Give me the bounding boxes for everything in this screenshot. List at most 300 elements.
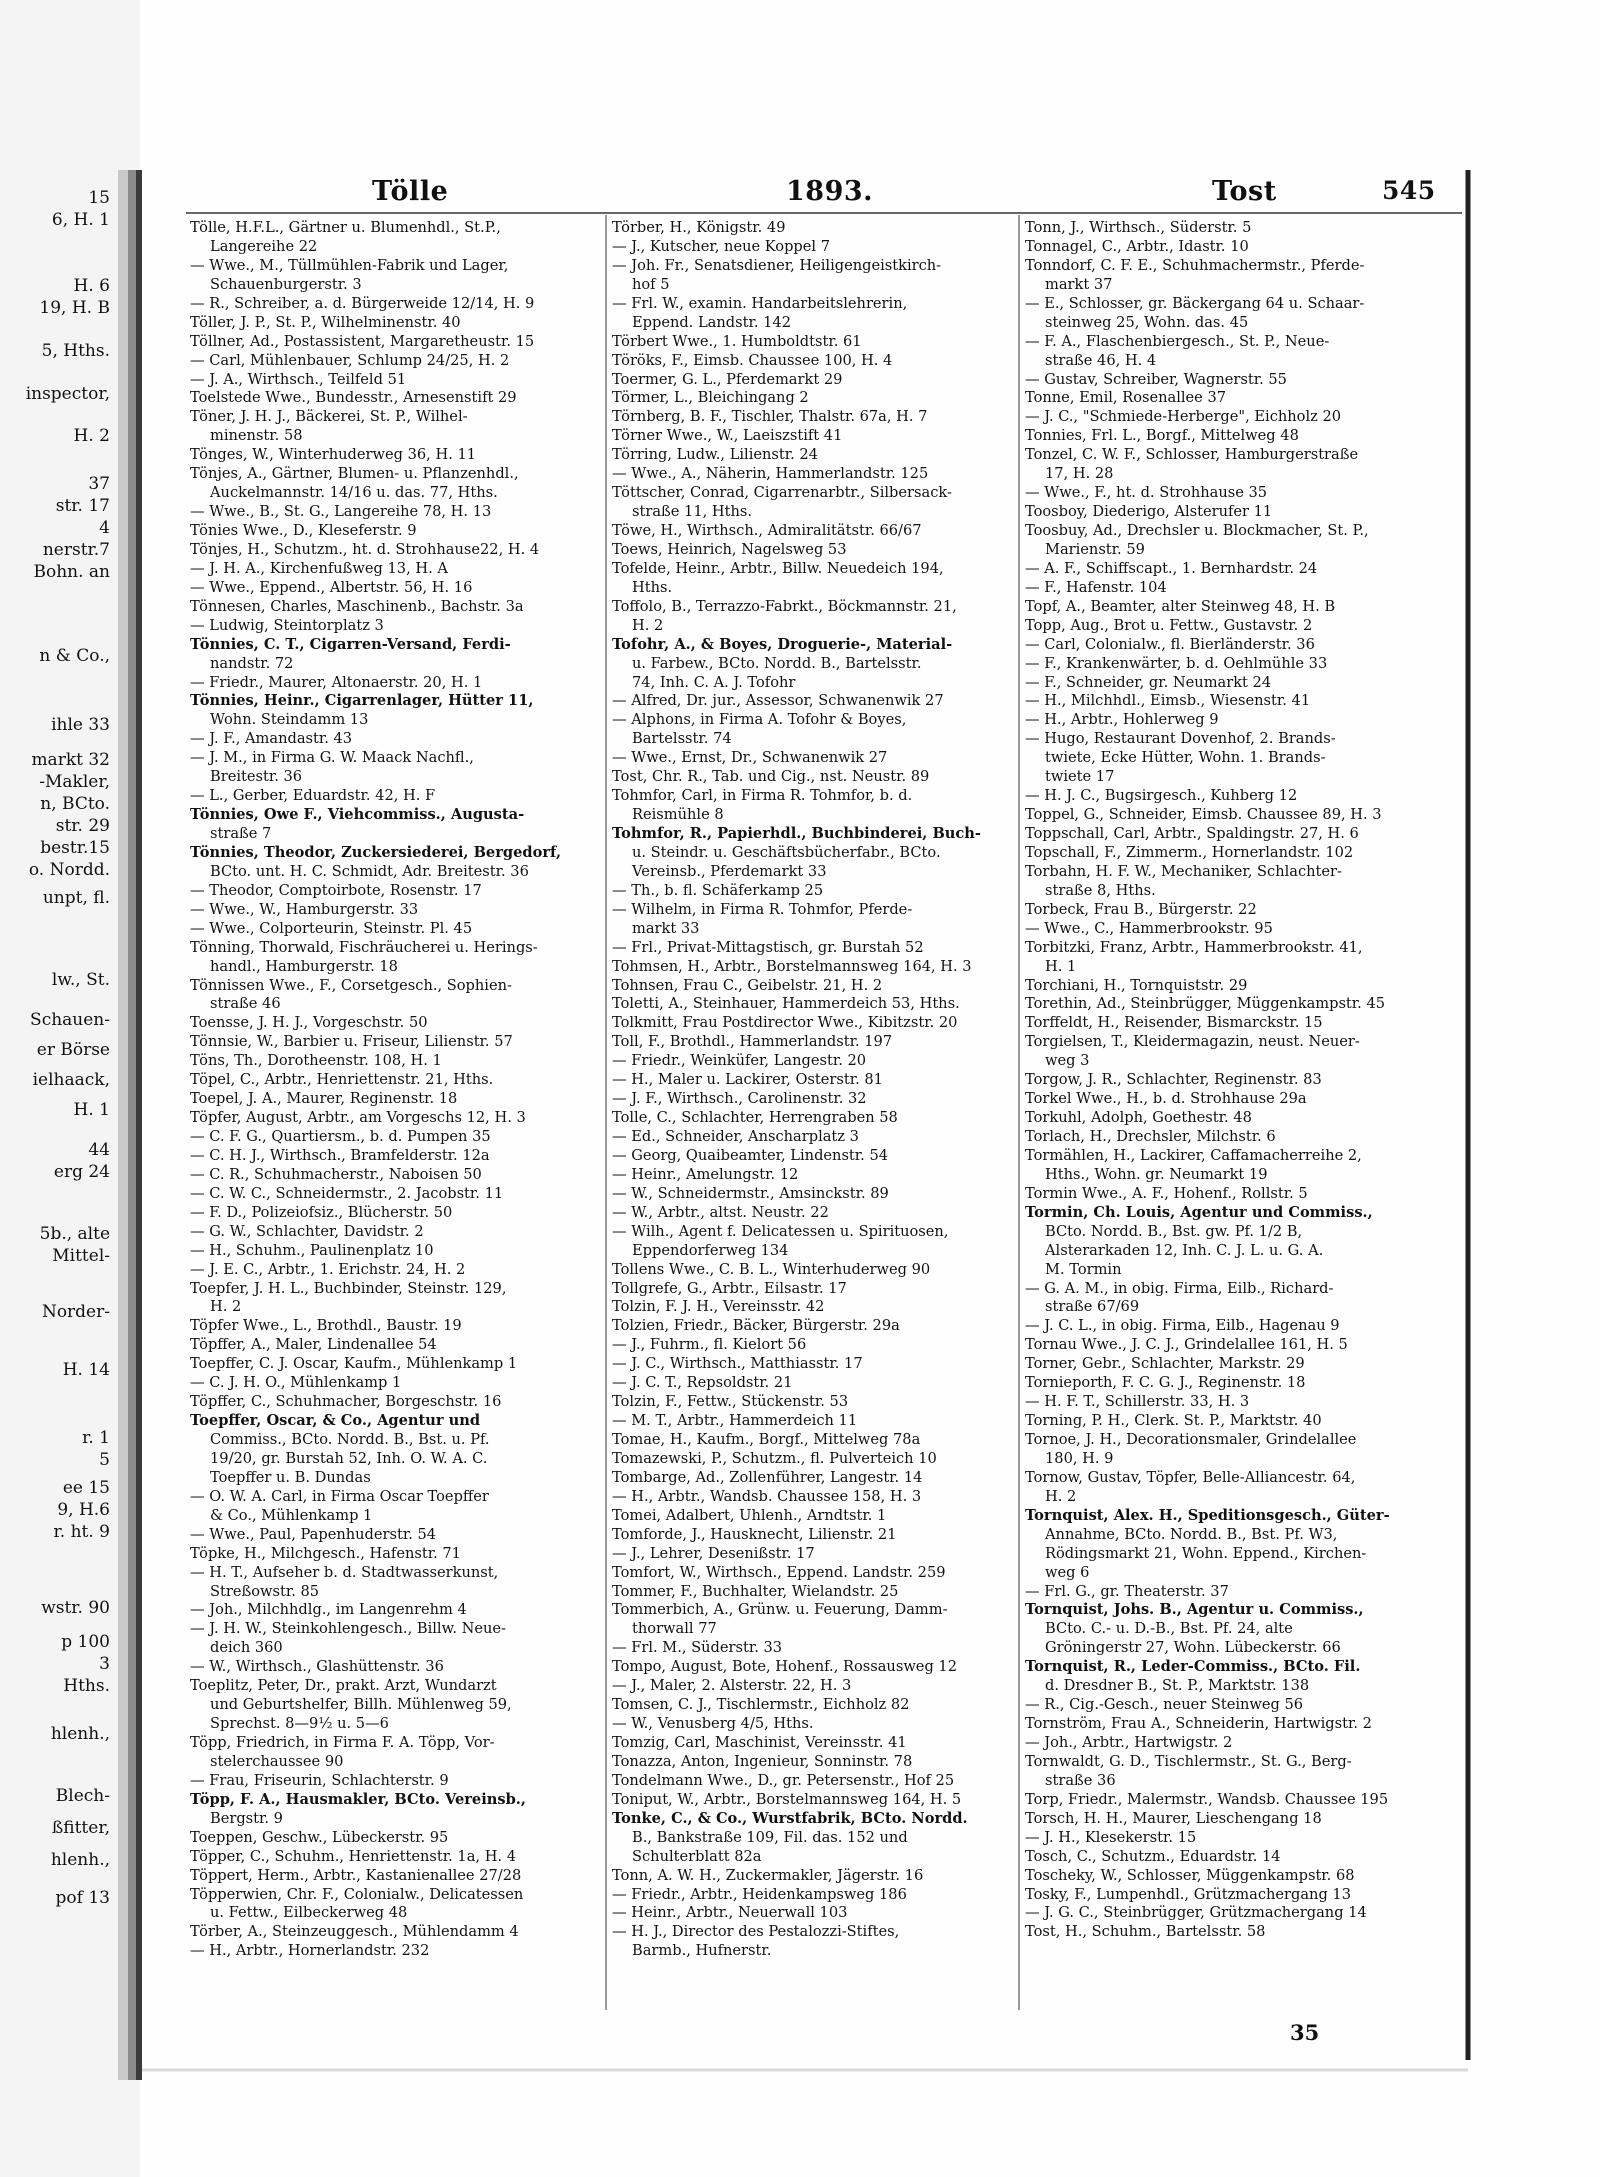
- directory-entry-line: Tönning, Thorwald, Fischräucherei u. Herings-: [190, 938, 538, 956]
- directory-entry-line: Tondelmann Wwe., D., gr. Petersenstr., Hof 25: [612, 1771, 955, 1789]
- directory-entry-line: Schulterblatt 82a: [632, 1847, 762, 1865]
- directory-entry-line: Töpke, H., Milchgesch., Hafenstr. 71: [190, 1544, 461, 1562]
- directory-entry-line: Torlach, H., Drechsler, Milchstr. 6: [1025, 1128, 1276, 1145]
- directory-entry-line: — Wwe., C., Hammerbrookstr. 95: [1025, 919, 1273, 937]
- directory-entry-line: — Wwe., B., St. G., Langereihe 78, H. 13: [190, 503, 492, 521]
- directory-entry-line: — Wwe., Eppend., Albertstr. 56, H. 16: [190, 578, 473, 596]
- directory-entry-line: — Friedr., Arbtr., Heidenkampsweg 186: [612, 1885, 907, 1903]
- directory-entry-line: — J., Kutscher, neue Koppel 7: [612, 237, 830, 255]
- left-page-fragment: Bohn. an: [33, 562, 110, 582]
- directory-entry-line: thorwall 77: [632, 1620, 717, 1638]
- directory-entry-line: u. Steindr. u. Geschäftsbücherfabr., BCto.: [632, 843, 941, 861]
- directory-entry-line: — F., Hafenstr. 104: [1025, 578, 1167, 596]
- left-page-fragment: Schauen-: [30, 1010, 110, 1030]
- directory-entry-line: markt 33: [632, 919, 700, 937]
- directory-entry-line: Tonnagel, C., Arbtr., Idastr. 10: [1025, 237, 1249, 255]
- directory-entry-line: — J. H. A., Kirchenfußweg 13, H. A: [190, 559, 448, 577]
- left-page-fragment: 5, Hths.: [41, 341, 110, 361]
- directory-entry-line: Toelstede Wwe., Bundesstr., Arnesenstift 29: [190, 389, 517, 407]
- directory-entry-line: Tönnsie, W., Barbier u. Friseur, Lilienstr. 57: [190, 1033, 513, 1051]
- directory-entry-line: Torgow, J. R., Schlachter, Reginenstr. 83: [1025, 1071, 1322, 1089]
- directory-entry-line: Tonn, J., Wirthsch., Süderstr. 5: [1025, 219, 1252, 236]
- directory-entry-line: Töpffer, C., Schuhmacher, Borgeschstr. 16: [190, 1393, 502, 1411]
- directory-entry-line: — W., Arbtr., altst. Neustr. 22: [612, 1203, 829, 1221]
- directory-entry-line: — Carl, Mühlenbauer, Schlump 24/25, H. 2: [190, 351, 510, 369]
- directory-entry-line: — Frau, Friseurin, Schlachterstr. 9: [190, 1771, 449, 1789]
- directory-entry-line: — H., Maler u. Lackirer, Osterstr. 81: [612, 1071, 883, 1089]
- directory-entry-line: Streßowstr. 85: [210, 1582, 320, 1600]
- directory-entry-line: straße 7: [210, 825, 272, 842]
- directory-entry-line: Vereinsb., Pferdemarkt 33: [632, 862, 827, 880]
- directory-entry-line: 17, H. 28: [1045, 465, 1114, 483]
- directory-entry-line: — J., Maler, 2. Alsterstr. 22, H. 3: [612, 1677, 852, 1695]
- directory-entry-line: — Friedr., Maurer, Altonaerstr. 20, H. 1: [190, 673, 483, 691]
- directory-entry-line: Rödingsmarkt 21, Wohn. Eppend., Kirchen-: [1045, 1544, 1367, 1562]
- directory-entry-line: Langereihe 22: [210, 237, 318, 255]
- directory-entry-line: — Wwe., Ernst, Dr., Schwanenwik 27: [612, 749, 888, 767]
- directory-entry-line: — R., Schreiber, a. d. Bürgerweide 12/14, H. 9: [190, 294, 535, 312]
- directory-entry-line: — F. A., Flaschenbiergesch., St. P., Neue-: [1025, 332, 1330, 350]
- directory-entry-line: Tormin Wwe., A. F., Hohenf., Rollstr. 5: [1025, 1184, 1308, 1202]
- directory-entry-line: H. 2: [632, 616, 664, 634]
- left-page-fragment: ihle 33: [51, 715, 110, 735]
- directory-entry-line: Tofohr, A., & Boyes, Droguerie-, Material-: [612, 635, 953, 653]
- directory-entry-line: Tornwaldt, G. D., Tischlermstr., St. G., Berg-: [1025, 1752, 1352, 1770]
- directory-entry-line: Tommerbich, A., Grünw. u. Feuerung, Damm-: [612, 1601, 948, 1619]
- directory-entry-line: — F. D., Polizeiofsiz., Blücherstr. 50: [190, 1203, 453, 1221]
- directory-entry-line: Törmer, L., Bleichingang 2: [612, 389, 809, 407]
- directory-entry-line: Tompo, August, Bote, Hohenf., Rossausweg 12: [612, 1658, 957, 1676]
- left-page-fragment: H. 2: [73, 426, 110, 446]
- directory-entry-line: Reismühle 8: [632, 806, 724, 824]
- directory-entry-line: Commiss., BCto. Nordd. B., Bst. u. Pf.: [210, 1431, 490, 1448]
- directory-entry-line: — J. G. C., Steinbrügger, Grützmachergang 14: [1025, 1904, 1367, 1922]
- left-page-fragment: str. 17: [55, 496, 110, 516]
- left-page-fragment: ßfitter,: [51, 1818, 110, 1838]
- directory-entry-line: straße 36: [1045, 1771, 1116, 1789]
- directory-entry-line: — Frl. G., gr. Theaterstr. 37: [1025, 1582, 1229, 1600]
- directory-entry-line: Topschall, F., Zimmerm., Hornerlandstr. 102: [1025, 843, 1354, 861]
- directory-entry-line: Torning, P. H., Clerk. St. P., Marktstr. 40: [1025, 1412, 1322, 1430]
- directory-entry-line: Tomazewski, P., Schutzm., fl. Pulverteich 10: [612, 1449, 937, 1467]
- left-page-fragment: hlenh.,: [50, 1850, 110, 1870]
- directory-entry-line: Tornström, Frau A., Schneiderin, Hartwigstr. 2: [1025, 1715, 1372, 1733]
- directory-entry-line: — Hugo, Restaurant Dovenhof, 2. Brands-: [1025, 730, 1336, 748]
- directory-entry-line: & Co., Mühlenkamp 1: [210, 1506, 373, 1524]
- directory-entry-line: Tomae, H., Kaufm., Borgf., Mittelweg 78a: [612, 1431, 921, 1448]
- left-page-fragment: r. ht. 9: [53, 1522, 110, 1542]
- left-page-fragment: unpt, fl.: [42, 888, 110, 908]
- directory-column-2: [612, 219, 1044, 1961]
- left-page-fragment: p 100: [61, 1632, 110, 1652]
- directory-entry-line: — A. F., Schiffscapt., 1. Bernhardstr. 24: [1025, 559, 1318, 577]
- directory-entry-line: Tollens Wwe., C. B. L., Winterhuderweg 90: [612, 1260, 931, 1278]
- directory-entry-line: Tomfort, W., Wirthsch., Eppend. Landstr. 259: [612, 1563, 946, 1581]
- directory-entry-line: Tohmfor, Carl, in Firma R. Tohmfor, b. d.: [612, 787, 913, 805]
- directory-entry-line: Torbeck, Frau B., Bürgerstr. 22: [1025, 900, 1257, 918]
- directory-entry-line: Tönjes, H., Schutzm., ht. d. Strohhause22, H. 4: [190, 540, 540, 558]
- left-page-fragment: Mittel-: [52, 1246, 110, 1266]
- directory-entry-line: straße 8, Hths.: [1045, 881, 1156, 899]
- directory-entry-line: — J., Fuhrm., fl. Kielort 56: [612, 1336, 807, 1354]
- directory-entry-line: — C. J. H. O., Mühlenkamp 1: [190, 1374, 402, 1392]
- directory-entry-line: straße 67/69: [1045, 1298, 1140, 1316]
- directory-entry-line: Tost, Chr. R., Tab. und Cig., nst. Neustr. 89: [612, 768, 930, 786]
- directory-entry-line: — M. T., Arbtr., Hammerdeich 11: [612, 1412, 858, 1430]
- left-page-fragment: erg 24: [53, 1162, 110, 1182]
- directory-entry-line: Breitestr. 36: [210, 768, 303, 786]
- left-page-fragment: -Makler,: [39, 772, 110, 792]
- directory-entry-line: — F., Schneider, gr. Neumarkt 24: [1025, 673, 1272, 691]
- left-page-fragment: markt 32: [31, 750, 110, 770]
- directory-entry-line: Toppschall, Carl, Arbtr., Spaldingstr. 27, H. 6: [1025, 825, 1359, 842]
- left-page-fragment: r. 1: [82, 1428, 110, 1448]
- directory-entry-line: Torgielsen, T., Kleidermagazin, neust. Neuer-: [1025, 1033, 1360, 1051]
- left-page-fragment: 9, H.6: [57, 1500, 110, 1520]
- left-page-fragment: nerstr.7: [42, 540, 110, 560]
- directory-entry-line: Topf, A., Beamter, alter Steinweg 48, H. B: [1025, 597, 1336, 615]
- directory-entry-line: — C. W. C., Schneidermstr., 2. Jacobstr. 11: [190, 1184, 504, 1202]
- directory-entry-line: Töwe, H., Wirthsch., Admiralitätstr. 66/67: [612, 522, 922, 539]
- left-page-fragment: H. 1: [73, 1100, 110, 1120]
- directory-entry-line: — Wilhelm, in Firma R. Tohmfor, Pferde-: [612, 900, 913, 918]
- left-page-fragment: n, BCto.: [40, 794, 110, 814]
- directory-entry-line: Tonndorf, C. F. E., Schuhmachermstr., Pferde-: [1025, 256, 1365, 274]
- directory-entry-line: Barmb., Hufnerstr.: [632, 1942, 772, 1960]
- directory-entry-line: Tönnies, Heinr., Cigarrenlager, Hütter 11,: [190, 692, 534, 710]
- directory-entry-line: Tombarge, Ad., Zollenführer, Langestr. 14: [612, 1468, 923, 1486]
- directory-entry-line: Töpffer, A., Maler, Lindenallee 54: [190, 1336, 437, 1354]
- directory-entry-line: Töpel, C., Arbtr., Henriettenstr. 21, Hths.: [190, 1071, 494, 1089]
- directory-entry-line: markt 37: [1045, 275, 1113, 293]
- directory-entry-line: Töllner, Ad., Postassistent, Margaretheustr. 15: [190, 332, 535, 350]
- directory-entry-line: Toosboy, Diederigo, Alsterufer 11: [1025, 503, 1273, 521]
- directory-entry-line: Tönies Wwe., D., Kleseferstr. 9: [190, 522, 417, 539]
- directory-entry-line: nandstr. 72: [210, 654, 294, 672]
- page-number: 545: [1382, 176, 1436, 205]
- directory-entry-line: Tonn, A. W. H., Zuckermakler, Jägerstr. 16: [612, 1866, 924, 1884]
- directory-entry-line: — H., Schuhm., Paulinenplatz 10: [190, 1241, 434, 1259]
- left-page-fragment: ee 15: [62, 1478, 110, 1498]
- directory-entry-line: Toll, F., Brothdl., Hammerlandstr. 197: [612, 1033, 893, 1051]
- left-page-fragment: 3: [99, 1654, 110, 1674]
- year-heading: 1893.: [786, 176, 874, 207]
- directory-entry-line: deich 360: [210, 1639, 283, 1657]
- directory-entry-line: Toepffer, C. J. Oscar, Kaufm., Mühlenkamp 1: [190, 1355, 518, 1373]
- directory-entry-line: d. Dresdner B., St. P., Marktstr. 138: [1045, 1677, 1310, 1695]
- directory-entry-line: 180, H. 9: [1045, 1449, 1114, 1467]
- directory-entry-line: BCto. unt. H. C. Schmidt, Adr. Breitestr. 36: [210, 862, 529, 880]
- directory-entry-line: — Wwe., Paul, Papenhuderstr. 54: [190, 1525, 437, 1543]
- left-page-fragment: ielhaack,: [32, 1070, 110, 1090]
- directory-entry-line: — Wwe., A., Näherin, Hammerlandstr. 125: [612, 465, 929, 483]
- directory-entry-line: Tolle, C., Schlachter, Herrengraben 58: [612, 1109, 898, 1127]
- directory-entry-line: — J. C., Wirthsch., Matthiasstr. 17: [612, 1355, 863, 1373]
- directory-entry-line: — Frl. W., examin. Handarbeitslehrerin,: [612, 294, 908, 312]
- directory-entry-line: minenstr. 58: [210, 427, 303, 445]
- left-page-fragment: bestr.15: [40, 838, 110, 858]
- directory-entry-line: — Wwe., M., Tüllmühlen-Fabrik und Lager,: [190, 256, 509, 274]
- left-page-fragment: 6, H. 1: [51, 210, 110, 230]
- directory-entry-line: Tolkmitt, Frau Postdirector Wwe., Kibitzstr. 20: [612, 1014, 958, 1032]
- directory-entry-line: 74, Inh. C. A. J. Tofohr: [632, 673, 796, 691]
- directory-entry-line: — Heinr., Arbtr., Neuerwall 103: [612, 1904, 848, 1922]
- directory-entry-line: weg 6: [1045, 1563, 1090, 1581]
- directory-entry-line: Tomsen, C. J., Tischlermstr., Eichholz 82: [612, 1696, 910, 1714]
- directory-entry-line: Schauenburgerstr. 3: [210, 275, 362, 293]
- directory-entry-line: straße 46: [210, 995, 281, 1013]
- directory-entry-line: Tohmsen, H., Arbtr., Borstelmannsweg 164, H. 3: [612, 957, 972, 975]
- directory-entry-line: Hths., Wohn. gr. Neumarkt 19: [1045, 1165, 1268, 1183]
- directory-entry-line: H. 2: [1045, 1487, 1077, 1505]
- directory-entry-line: — Frl., Privat-Mittagstisch, gr. Burstah 52: [612, 938, 924, 956]
- left-page-fragment: hlenh.,: [50, 1724, 110, 1744]
- directory-entry-line: Tomei, Adalbert, Uhlenh., Arndtstr. 1: [612, 1506, 887, 1524]
- directory-entry-line: Tönges, W., Winterhuderweg 36, H. 11: [190, 446, 477, 464]
- left-page-fragment: str. 29: [55, 816, 110, 836]
- left-page-fragment: H. 6: [73, 276, 110, 296]
- directory-entry-line: 19/20, gr. Burstah 52, Inh. O. W. A. C.: [210, 1449, 488, 1467]
- directory-entry-line: — R., Cig.-Gesch., neuer Steinweg 56: [1025, 1696, 1304, 1714]
- directory-entry-line: Toermer, G. L., Pferdemarkt 29: [612, 370, 843, 388]
- left-page-fragment: Hths.: [63, 1676, 110, 1696]
- directory-entry-line: Tornquist, R., Leder-Commiss., BCto. Fil.: [1025, 1658, 1361, 1676]
- directory-entry-line: — Alphons, in Firma A. Tofohr & Boyes,: [612, 711, 907, 729]
- directory-entry-line: Tollgrefe, G., Arbtr., Eilsastr. 17: [612, 1279, 847, 1297]
- directory-entry-line: — Heinr., Amelungstr. 12: [612, 1165, 799, 1183]
- directory-entry-line: Tornieporth, F. C. G. J., Reginenstr. 18: [1025, 1374, 1306, 1392]
- directory-entry-line: Töttscher, Conrad, Cigarrenarbtr., Silbersack-: [612, 484, 952, 502]
- directory-entry-line: — Joh., Arbtr., Hartwigstr. 2: [1025, 1734, 1233, 1751]
- directory-entry-line: Torbahn, H. F. W., Mechaniker, Schlachter-: [1025, 862, 1342, 880]
- running-head-right: Tost: [1212, 176, 1277, 207]
- directory-entry-line: Annahme, BCto. Nordd. B., Bst. Pf. W3,: [1045, 1525, 1338, 1543]
- directory-entry-line: Torffeldt, H., Reisender, Bismarckstr. 15: [1025, 1014, 1323, 1032]
- directory-entry-line: Tofelde, Heinr., Arbtr., Billw. Neuedeich 194,: [612, 559, 944, 577]
- directory-entry-line: — J. H. W., Steinkohlengesch., Billw. Neue-: [190, 1620, 506, 1638]
- directory-entry-line: B., Bankstraße 109, Fil. das. 152 und: [632, 1828, 908, 1846]
- left-page-fragment: inspector,: [25, 384, 110, 404]
- directory-entry-line: — W., Venusberg 4/5, Hths.: [612, 1715, 814, 1733]
- directory-entry-line: — G. A. M., in obig. Firma, Eilb., Richard-: [1025, 1279, 1334, 1297]
- directory-entry-line: — H. F. T., Schillerstr. 33, H. 3: [1025, 1393, 1250, 1411]
- left-page-fragment: 37: [88, 474, 110, 494]
- directory-entry-line: Toosbuy, Ad., Drechsler u. Blockmacher, St. P.,: [1025, 522, 1369, 539]
- left-page-fragment: wstr. 90: [41, 1598, 110, 1618]
- directory-entry-line: Torchiani, H., Tornquiststr. 29: [1025, 976, 1248, 994]
- directory-entry-line: Wohn. Steindamm 13: [210, 711, 369, 729]
- directory-entry-line: Toscheky, W., Schlosser, Müggenkampstr. 68: [1025, 1866, 1355, 1884]
- left-page-fragment: er Börse: [36, 1040, 110, 1060]
- directory-entry-line: — H. J. C., Bugsirgesch., Kuhberg 12: [1025, 787, 1298, 805]
- left-page-fragment: Blech-: [55, 1786, 110, 1806]
- directory-entry-line: — W., Wirthsch., Glashüttenstr. 36: [190, 1658, 444, 1676]
- directory-entry-line: — H., Arbtr., Hohlerweg 9: [1025, 711, 1219, 729]
- directory-column-3: [1025, 219, 1460, 1942]
- directory-entry-line: Eppendorferweg 134: [632, 1241, 789, 1259]
- directory-entry-line: Toepel, J. A., Maurer, Reginenstr. 18: [190, 1090, 458, 1108]
- directory-entry-line: Toepffer, Oscar, & Co., Agentur und: [190, 1412, 481, 1430]
- directory-entry-line: Tönnies, C. T., Cigarren-Versand, Ferdi-: [190, 635, 511, 653]
- directory-entry-line: Alsterarkaden 12, Inh. C. J. L. u. G. A.: [1045, 1241, 1324, 1259]
- directory-entry-line: — Wwe., F., ht. d. Strohhause 35: [1025, 484, 1268, 502]
- left-page-fragment: Norder-: [41, 1302, 110, 1322]
- directory-entry-line: Torkuhl, Adolph, Goethestr. 48: [1025, 1109, 1252, 1127]
- directory-entry-line: Tornow, Gustav, Töpfer, Belle-Alliancestr. 64,: [1025, 1468, 1356, 1486]
- directory-entry-line: — J. E. C., Arbtr., 1. Erichstr. 24, H. 2: [190, 1260, 466, 1278]
- directory-entry-line: — Ed., Schneider, Anscharplatz 3: [612, 1128, 859, 1145]
- directory-entry-line: u. Fettw., Eilbeckerweg 48: [210, 1904, 408, 1922]
- directory-entry-line: Tornoe, J. H., Decorationsmaler, Grindelallee: [1025, 1431, 1357, 1448]
- directory-entry-line: — J., Lehrer, Desenißstr. 17: [612, 1544, 815, 1562]
- directory-entry-line: Hths.: [632, 578, 673, 596]
- directory-entry-line: — Georg, Quaibeamter, Lindenstr. 54: [612, 1146, 889, 1164]
- left-page-fragment: 5: [99, 1450, 110, 1470]
- directory-entry-line: Tonzel, C. W. F., Schlosser, Hamburgerstraße: [1025, 446, 1359, 464]
- directory-entry-line: — F., Krankenwärter, b. d. Oehlmühle 33: [1025, 654, 1328, 672]
- directory-entry-line: — C. H. J., Wirthsch., Bramfelderstr. 12a: [190, 1146, 490, 1164]
- directory-entry-line: Tost, H., Schuhm., Bartelsstr. 58: [1025, 1923, 1266, 1941]
- directory-entry-line: — C. F. G., Quartiersm., b. d. Pumpen 35: [190, 1128, 491, 1145]
- directory-entry-line: Tohnsen, Frau C., Geibelstr. 21, H. 2: [612, 976, 883, 994]
- directory-entry-line: Tönnies, Owe F., Viehcommiss., Augusta-: [190, 806, 525, 824]
- directory-entry-line: handl., Hamburgerstr. 18: [210, 957, 398, 975]
- left-page-fragment: o. Nordd.: [28, 860, 110, 880]
- directory-entry-line: — H., Arbtr., Hornerlandstr. 232: [190, 1942, 430, 1960]
- directory-entry-line: Tormählen, H., Lackirer, Caffamacherreihe 2,: [1025, 1146, 1362, 1164]
- directory-entry-line: Torethin, Ad., Steinbrügger, Müggenkampstr. 45: [1025, 995, 1386, 1013]
- directory-entry-line: twiete 17: [1045, 768, 1115, 786]
- directory-entry-line: Eppend. Landstr. 142: [632, 313, 791, 331]
- directory-entry-line: — Friedr., Weinküfer, Langestr. 20: [612, 1052, 867, 1070]
- directory-entry-line: Tölle, H.F.L., Gärtner u. Blumenhdl., St.P.,: [190, 219, 501, 236]
- directory-entry-line: — Theodor, Comptoirbote, Rosenstr. 17: [190, 881, 482, 899]
- directory-entry-line: Töpp, Friedrich, in Firma F. A. Töpp, Vor-: [190, 1734, 495, 1751]
- directory-entry-line: Töröks, F., Eimsb. Chaussee 100, H. 4: [612, 351, 893, 369]
- directory-entry-line: Töller, J. P., St. P., Wilhelminenstr. 40: [190, 313, 461, 331]
- directory-entry-line: stelerchaussee 90: [210, 1752, 344, 1770]
- left-page-fragment: 15: [88, 190, 110, 208]
- directory-entry-line: Torkel Wwe., H., b. d. Strohhause 29a: [1025, 1090, 1307, 1108]
- directory-entry-line: H. 2: [210, 1298, 242, 1316]
- directory-entry-line: Tolzien, Friedr., Bäcker, Bürgerstr. 29a: [612, 1317, 900, 1335]
- directory-entry-line: — L., Gerber, Eduardstr. 42, H. F: [190, 787, 436, 805]
- directory-entry-line: Töppert, Herm., Arbtr., Kastanienallee 27/28: [190, 1866, 522, 1884]
- directory-entry-line: Töpp, F. A., Hausmakler, BCto. Vereinsb.,: [190, 1790, 526, 1808]
- directory-entry-line: — Carl, Colonialw., fl. Bierländerstr. 36: [1025, 635, 1315, 653]
- directory-entry-line: Toppel, G., Schneider, Eimsb. Chaussee 89, H. 3: [1025, 806, 1382, 824]
- directory-column-1: [190, 219, 622, 1961]
- directory-entry-line: — O. W. A. Carl, in Firma Oscar Toepffer: [190, 1487, 489, 1505]
- directory-entry-line: Tönnesen, Charles, Maschinenb., Bachstr. 3a: [190, 597, 524, 615]
- directory-entry-line: Törring, Ludw., Lilienstr. 24: [612, 446, 819, 464]
- directory-entry-line: Marienstr. 59: [1045, 540, 1145, 558]
- directory-entry-line: M. Tormin: [1045, 1260, 1122, 1278]
- directory-entry-line: — J. C. L., in obig. Firma, Eilb., Hagenau 9: [1025, 1317, 1340, 1335]
- directory-entry-line: Törnberg, B. F., Tischler, Thalstr. 67a, H. 7: [612, 408, 928, 426]
- directory-entry-line: Torsch, H. H., Maurer, Lieschengang 18: [1025, 1809, 1322, 1827]
- directory-entry-line: Tornquist, Alex. H., Speditionsgesch., Güter-: [1025, 1506, 1390, 1524]
- directory-entry-line: Tosky, F., Lumpenhdl., Grützmachergang 13: [1025, 1885, 1352, 1903]
- left-page-fragment: 4: [99, 518, 110, 538]
- directory-entry-line: — G. W., Schlachter, Davidstr. 2: [190, 1222, 424, 1240]
- directory-entry-line: — J. F., Amandastr. 43: [190, 730, 353, 748]
- directory-entry-line: Toeppen, Geschw., Lübeckerstr. 95: [190, 1828, 449, 1846]
- directory-entry-line: — Joh., Milchhdlg., im Langenrehm 4: [190, 1601, 467, 1619]
- directory-entry-line: Toepfer, J. H. L., Buchbinder, Steinstr. 129,: [190, 1279, 507, 1297]
- directory-entry-line: — H. J., Director des Pestalozzi-Stiftes,: [612, 1923, 900, 1941]
- directory-entry-line: Tornau Wwe., J. C. J., Grindelallee 161, H. 5: [1025, 1336, 1348, 1354]
- directory-entry-line: Torner, Gebr., Schlachter, Markstr. 29: [1025, 1355, 1305, 1373]
- directory-entry-line: — H., Arbtr., Wandsb. Chaussee 158, H. 3: [612, 1487, 922, 1505]
- directory-entry-line: Toniput, W., Arbtr., Borstelmannsweg 164, H. 5: [612, 1790, 962, 1808]
- directory-entry-line: Tönnissen Wwe., F., Corsetgesch., Sophien-: [190, 976, 512, 994]
- directory-entry-line: Gröningerstr 27, Wohn. Lübeckerstr. 66: [1045, 1639, 1341, 1657]
- directory-entry-line: Tönjes, A., Gärtner, Blumen- u. Pflanzenhdl.,: [190, 465, 519, 483]
- directory-entry-line: — H. T., Aufseher b. d. Stadtwasserkunst,: [190, 1563, 499, 1581]
- directory-entry-line: — Gustav, Schreiber, Wagnerstr. 55: [1025, 370, 1287, 388]
- directory-entry-line: hof 5: [632, 275, 670, 293]
- directory-entry-line: Töner, J. H. J., Bäckerei, St. P., Wilhel-: [190, 408, 468, 426]
- left-page-fragment: 19, H. B: [39, 298, 110, 318]
- directory-entry-line: Toepffer u. B. Dundas: [210, 1468, 371, 1486]
- directory-entry-line: Sprechst. 8—9½ u. 5—6: [210, 1715, 389, 1733]
- directory-entry-line: Tornquist, Johs. B., Agentur u. Commiss.,: [1025, 1601, 1364, 1619]
- left-facing-page: [0, 190, 118, 2070]
- directory-entry-line: — Wwe., Colporteurin, Steinstr. Pl. 45: [190, 919, 473, 937]
- running-head-left: Tölle: [372, 176, 449, 207]
- directory-entry-line: — E., Schlosser, gr. Bäckergang 64 u. Schaar-: [1025, 294, 1365, 312]
- directory-entry-line: — J. H., Klesekerstr. 15: [1025, 1828, 1197, 1846]
- directory-entry-line: Tormin, Ch. Louis, Agentur und Commiss.,: [1025, 1203, 1373, 1221]
- directory-entry-line: Auckelmannstr. 14/16 u. das. 77, Hths.: [210, 484, 498, 502]
- directory-entry-line: Töpfer Wwe., L., Brothdl., Baustr. 19: [190, 1317, 462, 1335]
- directory-entry-line: Torbitzki, Franz, Arbtr., Hammerbrookstr. 41,: [1025, 938, 1363, 956]
- directory-entry-line: — Wwe., W., Hamburgerstr. 33: [190, 900, 419, 918]
- directory-entry-line: — Alfred, Dr. jur., Assessor, Schwanenwik 27: [612, 692, 944, 710]
- directory-entry-line: Torp, Friedr., Malermstr., Wandsb. Chaussee 195: [1025, 1790, 1389, 1808]
- directory-entry-line: — J. C. T., Repsoldstr. 21: [612, 1374, 793, 1392]
- directory-entry-line: — Th., b. fl. Schäferkamp 25: [612, 881, 824, 899]
- directory-entry-line: Tomzig, Carl, Maschinist, Vereinsstr. 41: [612, 1734, 907, 1751]
- directory-entry-line: straße 11, Hths.: [632, 503, 753, 521]
- directory-entry-line: — Ludwig, Steintorplatz 3: [190, 616, 384, 634]
- left-page-fragment: pof 13: [55, 1888, 110, 1908]
- directory-entry-line: BCto. C.- u. D.-B., Bst. Pf. 24, alte: [1045, 1620, 1293, 1638]
- left-page-fragment: lw., St.: [51, 970, 110, 990]
- directory-entry-line: — C. R., Schuhmacherstr., Naboisen 50: [190, 1165, 482, 1183]
- directory-entry-line: Toensse, J. H. J., Vorgeschstr. 50: [190, 1014, 428, 1032]
- directory-entry-line: Töpfer, August, Arbtr., am Vorgeschs 12, H. 3: [190, 1109, 526, 1127]
- directory-entry-line: — W., Schneidermstr., Amsinckstr. 89: [612, 1184, 889, 1202]
- directory-entry-line: Töpperwien, Chr. F., Colonialw., Delicatessen: [190, 1885, 524, 1903]
- directory-entry-line: BCto. Nordd. B., Bst. gw. Pf. 1/2 B,: [1045, 1222, 1303, 1240]
- directory-entry-line: H. 1: [1045, 957, 1077, 975]
- directory-entry-line: Topp, Aug., Brot u. Fettw., Gustavstr. 2: [1025, 616, 1313, 634]
- directory-entry-line: straße 46, H. 4: [1045, 351, 1157, 369]
- directory-entry-line: Töns, Th., Dorotheenstr. 108, H. 1: [190, 1052, 442, 1070]
- directory-entry-line: Tosch, C., Schutzm., Eduardstr. 14: [1025, 1847, 1281, 1865]
- left-page-fragment: n & Co.,: [39, 646, 110, 666]
- directory-entry-line: Tonne, Emil, Rosenallee 37: [1025, 389, 1227, 407]
- directory-entry-line: Toffolo, B., Terrazzo-Fabrkt., Böckmannstr. 21,: [612, 597, 957, 615]
- directory-entry-line: — J. A., Wirthsch., Teilfeld 51: [190, 370, 407, 388]
- directory-entry-line: Törber, A., Steinzeuggesch., Mühlendamm 4: [190, 1923, 519, 1941]
- directory-entry-line: — J. M., in Firma G. W. Maack Nachfl.,: [190, 749, 474, 767]
- left-page-fragment: 5b., alte: [39, 1224, 110, 1244]
- directory-entry-line: — J. C., "Schmiede-Herberge", Eichholz 20: [1025, 408, 1342, 426]
- directory-entry-line: — Wilh., Agent f. Delicatessen u. Spirituosen,: [612, 1222, 949, 1240]
